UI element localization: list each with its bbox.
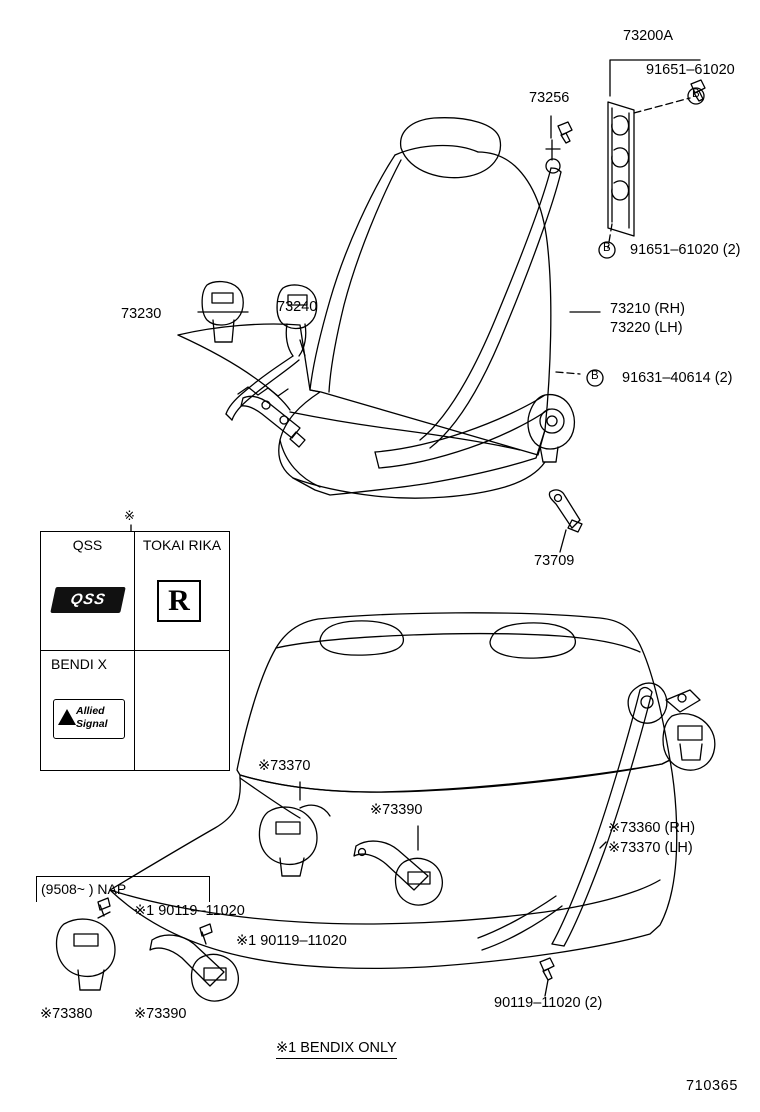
label-73220-lh: 73220 (LH)	[610, 320, 683, 336]
bendix-only-note: ※1 BENDIX ONLY	[276, 1040, 397, 1059]
label-73200A: 73200A	[623, 28, 673, 44]
label-91631-40614: 91631–40614 (2)	[622, 370, 733, 386]
rear-side-bracket-slot	[678, 726, 702, 740]
label-91651-61020-top: 91651–61020	[646, 62, 735, 78]
rear-belt-right-edge	[564, 692, 652, 946]
front-seatback-top	[395, 146, 478, 155]
allied-triangle-icon	[58, 709, 76, 725]
rear-seatback-top-seam	[276, 634, 640, 652]
inner-belt-cap	[226, 414, 232, 420]
leader-90119-right	[545, 980, 548, 996]
legend-header-qss: QSS	[72, 537, 103, 553]
rear-lap-left2	[482, 906, 562, 950]
nap-note-box	[36, 876, 210, 902]
tokai-rika-logo-text: R	[168, 584, 190, 617]
bolt-73256-shank	[561, 133, 570, 143]
label-73370-buckle: ※73370	[258, 758, 311, 774]
front-upper-anchor-ring	[546, 159, 560, 173]
floor-anchor-tab	[290, 432, 305, 447]
front-upper-anchor-cross	[546, 140, 560, 160]
part-73709-hole	[555, 495, 562, 502]
rear-headrest-right	[490, 623, 575, 658]
supplier-legend	[40, 531, 230, 771]
leader-91651-top	[634, 98, 690, 113]
rear-upper-anchor-plate	[666, 690, 700, 712]
rear-belt-cap	[640, 688, 652, 692]
tokai-rika-logo-icon	[157, 580, 201, 622]
floor-anchor-hole-1	[262, 401, 270, 409]
front-cushion-left-edge	[178, 335, 290, 410]
front-lap-belt-end	[375, 452, 379, 468]
part-73390-body	[191, 954, 238, 1001]
label-90119-11020-right: 90119–11020 (2)	[494, 995, 603, 1011]
allied-signal-logo-icon	[53, 699, 125, 739]
label-90119-11020-left-lower: ※1 90119–11020	[236, 933, 347, 949]
label-73210-rh: 73210 (RH)	[610, 301, 685, 317]
part-73709-body	[549, 490, 580, 528]
upper-rail-slot-low	[612, 181, 629, 200]
screw-73380-leader	[100, 905, 104, 916]
rear-buckle-73370-webbing	[300, 805, 330, 816]
screw-73390-leader	[202, 932, 206, 944]
upper-rail-inner-lines	[612, 108, 629, 228]
legend-cell-empty	[135, 651, 229, 770]
rear-lap-left	[478, 896, 556, 938]
rear-side-bracket-foot	[680, 744, 702, 760]
nap-note-text: (9508~ ) NAP	[41, 881, 127, 897]
rear-retractor-body	[628, 683, 667, 723]
label-73709: 73709	[534, 553, 575, 569]
screw-73390-head	[200, 924, 212, 936]
part-73390-strap	[150, 935, 224, 986]
rear-buckle-73370-body	[259, 807, 317, 864]
rear-buckle-73390-strap	[354, 841, 428, 890]
front-seatback-fold	[329, 160, 401, 392]
front-retractor-hub	[547, 416, 557, 426]
front-lap-belt-top-edge	[375, 395, 545, 452]
front-shoulder-belt-left-edge	[420, 168, 551, 440]
label-91651-61020-bottom: 91651–61020 (2)	[630, 242, 741, 258]
label-73240: 73240	[277, 299, 318, 315]
rear-retractor-hub	[641, 696, 653, 708]
leader-73709	[560, 530, 566, 552]
rear-cushion-left-fold	[240, 778, 300, 818]
part-73380-slot	[74, 934, 98, 946]
bolt-90119-shank	[543, 969, 552, 980]
label-73370-lh: ※73370 (LH)	[608, 840, 693, 856]
part-73380-stalk	[78, 970, 104, 990]
label-73256: 73256	[529, 90, 570, 106]
rear-belt-bottom	[552, 944, 564, 946]
buckle-73230-slot	[212, 293, 233, 303]
label-73230: 73230	[121, 306, 162, 322]
upper-rail-slot-top	[612, 116, 629, 135]
bolt-mark-letter-3: B	[591, 370, 600, 382]
label-73390-buckle: ※73390	[370, 802, 423, 818]
front-cushion-outline	[178, 324, 545, 495]
rear-upper-anchor-hole	[678, 694, 686, 702]
legend-header-bendix: BENDI X	[51, 656, 108, 672]
front-cushion-seam	[290, 412, 520, 450]
rear-belt-left-edge	[552, 690, 640, 944]
bolt-mark-letter-2: B	[603, 242, 612, 254]
rear-buckle-73390-body	[395, 858, 442, 905]
legend-cell-bendix	[41, 651, 135, 770]
legend-cell-qss	[41, 532, 135, 651]
rear-side-bracket	[663, 714, 715, 771]
label-73360-rh: ※73360 (RH)	[608, 820, 696, 836]
front-cushion-front-edge	[293, 462, 545, 498]
upper-rail-slot-mid	[612, 148, 629, 167]
rear-buckle-73370-slot	[276, 822, 300, 834]
qss-logo-icon	[50, 587, 126, 613]
bolt-mark-letter-1: B	[692, 88, 701, 100]
label-90119-11020-left-upper: ※1 90119–11020	[134, 903, 245, 919]
floor-anchor-hole-2	[280, 416, 288, 424]
figure-number: 710365	[686, 1078, 738, 1094]
leader-91631	[556, 372, 580, 374]
label-73390-loose: ※73390	[134, 1006, 187, 1022]
front-lap-belt-bottom-edge	[379, 409, 549, 468]
qss-logo-text: QSS	[68, 591, 108, 608]
part-73380-body	[57, 919, 116, 976]
front-retractor-spool	[540, 409, 564, 433]
legend-cell-tokai-rika	[135, 532, 229, 651]
legend-header-tokai-rika: TOKAI RIKA	[142, 537, 222, 553]
label-73380: ※73380	[40, 1006, 93, 1022]
rear-buckle-73370-stalk	[280, 858, 304, 876]
front-retractor-body	[528, 395, 574, 449]
allied-signal-logo-text: Allied Signal	[76, 705, 108, 730]
legend-star-marker: ※	[124, 508, 136, 523]
